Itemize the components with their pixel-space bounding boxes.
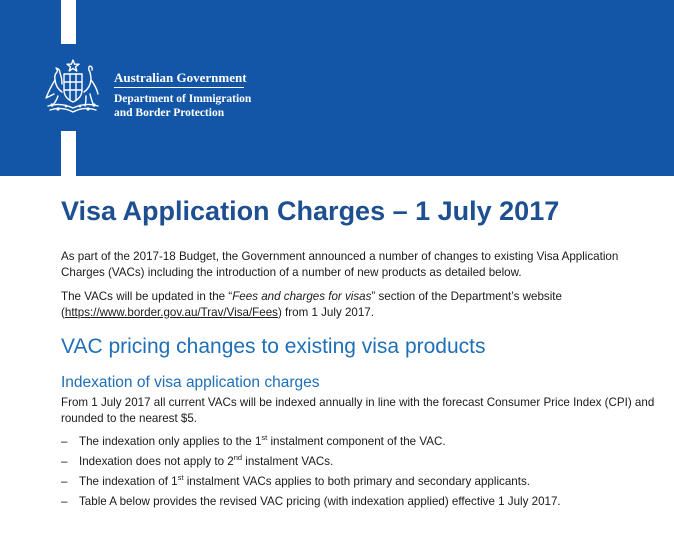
ordinal-suffix: st xyxy=(261,433,268,442)
indexation-paragraph: From 1 July 2017 all current VACs will be indexed annually in line with the forecast Consumer Price Index (CPI) and rounded to the nearest $5. xyxy=(61,396,655,425)
website-text-middle: ” section of the Department’s website ( xyxy=(61,290,562,319)
list-item xyxy=(61,454,661,474)
fees-section-name: Fees and charges for visas xyxy=(232,290,372,303)
list-item xyxy=(61,474,661,494)
website-paragraph xyxy=(61,289,661,321)
indexation-bullet-list xyxy=(61,434,661,514)
website-text-start: The VACs will be updated in the “ xyxy=(61,290,233,303)
header-banner xyxy=(0,0,674,176)
bullet-text: Indexation does not apply to 2 xyxy=(79,455,234,468)
bullet-dash: – xyxy=(61,495,68,508)
fees-website-link[interactable]: https://www.border.gov.au/Trav/Visa/Fees xyxy=(64,306,278,319)
bullet-dash: – xyxy=(61,435,68,448)
list-item xyxy=(61,434,661,454)
department-name xyxy=(114,92,251,120)
bullet-text: instalment VACs. xyxy=(242,455,334,468)
bullet-text: instalment VACs applies to both primary and secondary applicants. xyxy=(183,475,530,488)
banner-accent-bar-bottom xyxy=(61,131,76,176)
department-name-line-1: Department of Immigration xyxy=(114,93,252,105)
ordinal-suffix: nd xyxy=(233,453,243,462)
coat-of-arms-icon xyxy=(40,58,106,116)
banner-accent-bar-top xyxy=(61,0,76,44)
subsection-heading: Indexation of visa application charges xyxy=(61,374,320,391)
bullet-text: The indexation only applies to the 1 xyxy=(79,435,262,448)
bullet-dash: – xyxy=(61,455,68,468)
government-name: Australian Government xyxy=(114,70,247,85)
section-heading: VAC pricing changes to existing visa products xyxy=(61,335,486,358)
header-divider xyxy=(114,87,244,88)
ordinal-suffix: st xyxy=(177,473,184,482)
bullet-text: The indexation of 1 xyxy=(79,475,178,488)
intro-paragraph: As part of the 2017-18 Budget, the Government announced a number of changes to existing Visa Application Charges (VACs) including the introduction of a number of new products as detailed below. xyxy=(61,250,619,279)
list-item xyxy=(61,494,661,514)
document-title: Visa Application Charges – 1 July 2017 xyxy=(61,196,560,226)
website-text-end: ) from 1 July 2017. xyxy=(277,306,374,319)
bullet-dash: – xyxy=(61,475,68,488)
department-name-line-2: and Border Protection xyxy=(114,107,225,119)
bullet-text: Table A below provides the revised VAC pricing (with indexation applied) effective 1 July 2017. xyxy=(79,495,561,508)
bullet-text: instalment component of the VAC. xyxy=(267,435,446,448)
